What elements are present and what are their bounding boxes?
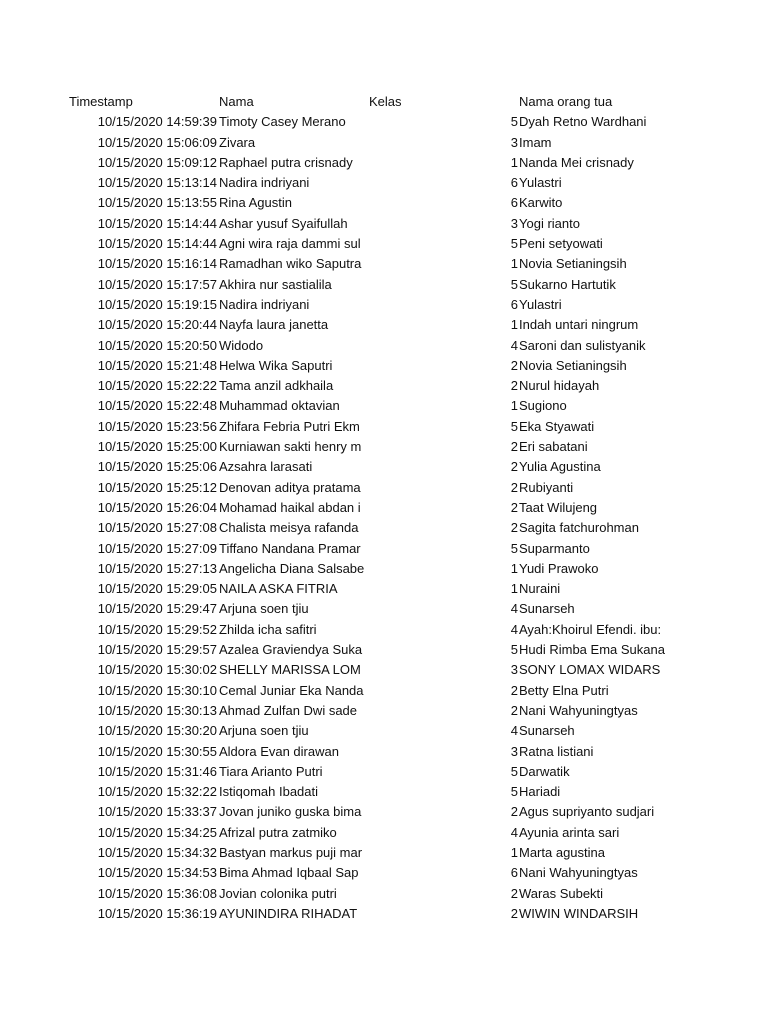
cell-nama-orang-tua: Rubiyanti <box>519 479 574 495</box>
cell-nama: Ashar yusuf Syaifullah <box>219 215 348 231</box>
table-row <box>0 315 768 335</box>
table-row <box>0 336 768 356</box>
cell-timestamp: 10/15/2020 15:29:05 <box>97 581 217 597</box>
table-row <box>0 457 768 477</box>
cell-kelas: 2 <box>510 885 518 901</box>
cell-nama: NAILA ASKA FITRIA <box>219 581 338 597</box>
cell-timestamp: 10/15/2020 15:26:04 <box>97 499 217 515</box>
cell-kelas: 5 <box>510 114 518 130</box>
table-row <box>0 356 768 376</box>
header-nama-orang-tua: Nama orang tua <box>519 94 613 109</box>
cell-timestamp: 10/15/2020 15:36:19 <box>97 905 217 921</box>
table-row <box>0 721 768 741</box>
table-row <box>0 701 768 721</box>
cell-kelas: 3 <box>510 743 518 759</box>
cell-timestamp: 10/15/2020 15:14:44 <box>97 215 217 231</box>
cell-nama: Azsahra larasati <box>219 459 313 475</box>
cell-nama-orang-tua: Sukarno Hartutik <box>519 276 616 292</box>
cell-nama-orang-tua: Yulia Agustina <box>519 459 601 475</box>
cell-nama: Zivara <box>219 134 256 150</box>
cell-nama: Kurniawan sakti henry m <box>219 439 362 455</box>
cell-kelas: 6 <box>510 865 518 881</box>
table-row <box>0 396 768 416</box>
table-row <box>0 660 768 680</box>
cell-timestamp: 10/15/2020 15:27:09 <box>97 540 217 556</box>
cell-nama: Tiara Arianto Putri <box>219 763 323 779</box>
cell-nama: Zhilda icha safitri <box>219 621 317 637</box>
table-row <box>0 559 768 579</box>
cell-nama-orang-tua: Sunarseh <box>519 723 575 739</box>
cell-nama: Tiffano Nandana Pramar <box>219 540 361 556</box>
cell-nama: Aldora Evan dirawan <box>219 743 339 759</box>
cell-kelas: 4 <box>510 723 518 739</box>
cell-nama-orang-tua: Yogi rianto <box>519 215 580 231</box>
table-row <box>0 437 768 457</box>
cell-kelas: 3 <box>510 215 518 231</box>
cell-nama-orang-tua: Darwatik <box>519 763 570 779</box>
cell-kelas: 4 <box>510 824 518 840</box>
cell-kelas: 4 <box>510 337 518 353</box>
cell-timestamp: 10/15/2020 15:25:06 <box>97 459 217 475</box>
cell-kelas: 1 <box>510 154 518 170</box>
table-row <box>0 863 768 883</box>
table-row <box>0 579 768 599</box>
table-row <box>0 599 768 619</box>
header-nama: Nama <box>219 94 254 109</box>
header-row <box>0 92 768 112</box>
cell-kelas: 5 <box>510 540 518 556</box>
table-row <box>0 153 768 173</box>
cell-timestamp: 10/15/2020 15:16:14 <box>97 256 217 272</box>
cell-timestamp: 10/15/2020 15:33:37 <box>97 804 217 820</box>
cell-nama: AYUNINDIRA RIHADAT <box>219 905 358 921</box>
table-row <box>0 234 768 254</box>
table-row <box>0 620 768 640</box>
cell-timestamp: 10/15/2020 15:36:08 <box>97 885 217 901</box>
table-row <box>0 254 768 274</box>
cell-timestamp: 10/15/2020 15:29:52 <box>97 621 217 637</box>
cell-kelas: 6 <box>510 195 518 211</box>
table-row <box>0 539 768 559</box>
cell-nama: Tama anzil adkhaila <box>219 378 334 394</box>
spreadsheet-table <box>0 92 768 924</box>
cell-nama-orang-tua: Hariadi <box>519 784 561 800</box>
cell-nama: Ramadhan wiko Saputra <box>219 256 362 272</box>
cell-nama-orang-tua: Nanda Mei crisnady <box>519 154 634 170</box>
cell-kelas: 2 <box>510 804 518 820</box>
cell-nama: Agni wira raja dammi sul <box>219 236 361 252</box>
cell-timestamp: 10/15/2020 15:30:20 <box>97 723 217 739</box>
cell-nama-orang-tua: Peni setyowati <box>519 236 603 252</box>
cell-nama-orang-tua: Sunarseh <box>519 601 575 617</box>
cell-nama: Bastyan markus puji mar <box>219 844 363 860</box>
cell-nama: Chalista meisya rafanda <box>219 520 359 536</box>
table-row <box>0 904 768 924</box>
cell-nama: Azalea Graviendya Suka <box>219 642 363 658</box>
cell-timestamp: 10/15/2020 15:30:10 <box>97 682 217 698</box>
cell-nama-orang-tua: Ratna listiani <box>519 743 594 759</box>
cell-nama-orang-tua: Dyah Retno Wardhani <box>519 114 647 130</box>
cell-kelas: 4 <box>510 621 518 637</box>
cell-nama: Afrizal putra zatmiko <box>219 824 337 840</box>
table-row <box>0 173 768 193</box>
cell-nama-orang-tua: Novia Setianingsih <box>519 357 627 373</box>
cell-timestamp: 10/15/2020 15:14:44 <box>97 236 217 252</box>
table-row <box>0 214 768 234</box>
table-row <box>0 681 768 701</box>
cell-kelas: 2 <box>510 439 518 455</box>
cell-nama-orang-tua: Imam <box>519 134 552 150</box>
cell-timestamp: 10/15/2020 15:22:22 <box>97 378 217 394</box>
cell-nama: Istiqomah Ibadati <box>219 784 319 800</box>
header-timestamp: Timestamp <box>69 94 133 109</box>
table-row <box>0 498 768 518</box>
cell-nama-orang-tua: Ayah:Khoirul Efendi. ibu: <box>519 621 662 637</box>
cell-nama: Denovan aditya pratama <box>219 479 361 495</box>
cell-kelas: 1 <box>510 844 518 860</box>
table-row <box>0 417 768 437</box>
cell-nama-orang-tua: Waras Subekti <box>519 885 604 901</box>
cell-nama: Rina Agustin <box>219 195 292 211</box>
cell-timestamp: 10/15/2020 15:30:55 <box>97 743 217 759</box>
cell-kelas: 3 <box>510 662 518 678</box>
cell-nama-orang-tua: Eri sabatani <box>519 439 588 455</box>
cell-nama-orang-tua: Yulastri <box>519 296 562 312</box>
cell-kelas: 1 <box>510 560 518 576</box>
cell-kelas: 2 <box>510 682 518 698</box>
cell-nama-orang-tua: Ayunia arinta sari <box>519 824 620 840</box>
table-row <box>0 782 768 802</box>
cell-nama: Mohamad haikal abdan i <box>219 499 361 515</box>
cell-nama: Muhammad oktavian <box>219 398 340 414</box>
table-row <box>0 762 768 782</box>
cell-nama: Raphael putra crisnady <box>219 154 353 170</box>
cell-nama-orang-tua: Yulastri <box>519 175 562 191</box>
cell-timestamp: 10/15/2020 15:30:02 <box>97 662 217 678</box>
cell-kelas: 5 <box>510 236 518 252</box>
cell-timestamp: 10/15/2020 15:31:46 <box>97 763 217 779</box>
cell-timestamp: 10/15/2020 15:13:55 <box>97 195 217 211</box>
cell-timestamp: 10/15/2020 15:27:13 <box>97 560 217 576</box>
cell-kelas: 5 <box>510 276 518 292</box>
cell-nama: Ahmad Zulfan Dwi sade <box>219 702 358 718</box>
cell-nama-orang-tua: SONY LOMAX WIDARS <box>519 662 661 678</box>
cell-kelas: 2 <box>510 702 518 718</box>
cell-timestamp: 10/15/2020 15:20:44 <box>97 317 217 333</box>
table-row <box>0 133 768 153</box>
table-row <box>0 478 768 498</box>
cell-timestamp: 10/15/2020 15:34:25 <box>97 824 217 840</box>
cell-kelas: 2 <box>510 520 518 536</box>
cell-timestamp: 10/15/2020 14:59:39 <box>97 114 217 130</box>
cell-kelas: 5 <box>510 763 518 779</box>
cell-kelas: 4 <box>510 601 518 617</box>
cell-timestamp: 10/15/2020 15:22:48 <box>97 398 217 414</box>
cell-timestamp: 10/15/2020 15:30:13 <box>97 702 217 718</box>
cell-kelas: 2 <box>510 499 518 515</box>
cell-nama: Nadira indriyani <box>219 175 310 191</box>
cell-nama-orang-tua: Sugiono <box>519 398 567 414</box>
cell-timestamp: 10/15/2020 15:25:12 <box>97 479 217 495</box>
cell-timestamp: 10/15/2020 15:17:57 <box>97 276 217 292</box>
cell-nama-orang-tua: Taat Wilujeng <box>519 499 598 515</box>
cell-nama: Angelicha Diana Salsabe <box>219 560 365 576</box>
cell-nama: Bima Ahmad Iqbaal Sap <box>219 865 359 881</box>
table-row <box>0 802 768 822</box>
cell-kelas: 2 <box>510 479 518 495</box>
cell-timestamp: 10/15/2020 15:34:32 <box>97 844 217 860</box>
table-row <box>0 295 768 315</box>
cell-nama-orang-tua: Eka Styawati <box>519 418 595 434</box>
cell-timestamp: 10/15/2020 15:29:57 <box>97 642 217 658</box>
cell-kelas: 1 <box>510 317 518 333</box>
cell-nama-orang-tua: WIWIN WINDARSIH <box>519 905 639 921</box>
cell-nama-orang-tua: Betty Elna Putri <box>519 682 609 698</box>
cell-timestamp: 10/15/2020 15:27:08 <box>97 520 217 536</box>
cell-kelas: 3 <box>510 134 518 150</box>
cell-nama-orang-tua: Novia Setianingsih <box>519 256 627 272</box>
cell-timestamp: 10/15/2020 15:25:00 <box>97 439 217 455</box>
cell-timestamp: 10/15/2020 15:29:47 <box>97 601 217 617</box>
cell-nama: Nadira indriyani <box>219 296 310 312</box>
cell-kelas: 6 <box>510 175 518 191</box>
cell-timestamp: 10/15/2020 15:21:48 <box>97 357 217 373</box>
table-row <box>0 376 768 396</box>
cell-nama: Timoty Casey Merano <box>219 114 346 130</box>
cell-timestamp: 10/15/2020 15:06:09 <box>97 134 217 150</box>
cell-kelas: 2 <box>510 378 518 394</box>
cell-nama: Zhifara Febria Putri Ekm <box>219 418 360 434</box>
cell-timestamp: 10/15/2020 15:20:50 <box>97 337 217 353</box>
cell-kelas: 1 <box>510 256 518 272</box>
cell-nama-orang-tua: Karwito <box>519 195 563 211</box>
cell-timestamp: 10/15/2020 15:09:12 <box>97 154 217 170</box>
cell-kelas: 1 <box>510 581 518 597</box>
cell-kelas: 5 <box>510 418 518 434</box>
table-row <box>0 640 768 660</box>
cell-nama-orang-tua: Sagita fatchurohman <box>519 520 639 536</box>
cell-nama-orang-tua: Hudi Rimba Ema Sukana <box>519 642 665 658</box>
cell-nama-orang-tua: Nurul hidayah <box>519 378 600 394</box>
table-row <box>0 193 768 213</box>
cell-nama: Widodo <box>219 337 264 353</box>
cell-timestamp: 10/15/2020 15:13:14 <box>97 175 217 191</box>
cell-timestamp: 10/15/2020 15:32:22 <box>97 784 217 800</box>
table-row <box>0 275 768 295</box>
cell-nama-orang-tua: Saroni dan sulistyanik <box>519 337 646 353</box>
cell-nama: Jovan juniko guska bima <box>219 804 362 820</box>
cell-nama: Cemal Juniar Eka Nanda <box>219 682 364 698</box>
cell-timestamp: 10/15/2020 15:19:15 <box>97 296 217 312</box>
cell-kelas: 5 <box>510 784 518 800</box>
cell-nama-orang-tua: Agus supriyanto sudjari <box>519 804 655 820</box>
cell-nama-orang-tua: Nuraini <box>519 581 561 597</box>
table-row <box>0 518 768 538</box>
cell-nama: SHELLY MARISSA LOM <box>219 662 361 678</box>
cell-timestamp: 10/15/2020 15:23:56 <box>97 418 217 434</box>
cell-kelas: 5 <box>510 642 518 658</box>
cell-kelas: 2 <box>510 905 518 921</box>
cell-nama-orang-tua: Indah untari ningrum <box>519 317 639 333</box>
table-row <box>0 742 768 762</box>
table-body <box>0 112 768 924</box>
cell-nama: Nayfa laura janetta <box>219 317 329 333</box>
cell-kelas: 1 <box>510 398 518 414</box>
cell-nama: Jovian colonika putri <box>219 885 337 901</box>
table-row <box>0 112 768 132</box>
cell-nama-orang-tua: Suparmanto <box>519 540 590 556</box>
cell-nama: Arjuna soen tjiu <box>219 723 309 739</box>
table-row <box>0 843 768 863</box>
cell-nama: Arjuna soen tjiu <box>219 601 309 617</box>
cell-timestamp: 10/15/2020 15:34:53 <box>97 865 217 881</box>
table-row <box>0 884 768 904</box>
cell-kelas: 2 <box>510 459 518 475</box>
cell-nama-orang-tua: Yudi Prawoko <box>519 560 599 576</box>
cell-nama: Helwa Wika Saputri <box>219 357 333 373</box>
cell-kelas: 6 <box>510 296 518 312</box>
cell-kelas: 2 <box>510 357 518 373</box>
table-row <box>0 823 768 843</box>
cell-nama-orang-tua: Nani Wahyuningtyas <box>519 865 638 881</box>
cell-nama: Akhira nur sastialila <box>219 276 332 292</box>
header-kelas: Kelas <box>369 94 402 109</box>
cell-nama-orang-tua: Nani Wahyuningtyas <box>519 702 638 718</box>
cell-nama-orang-tua: Marta agustina <box>519 844 605 860</box>
